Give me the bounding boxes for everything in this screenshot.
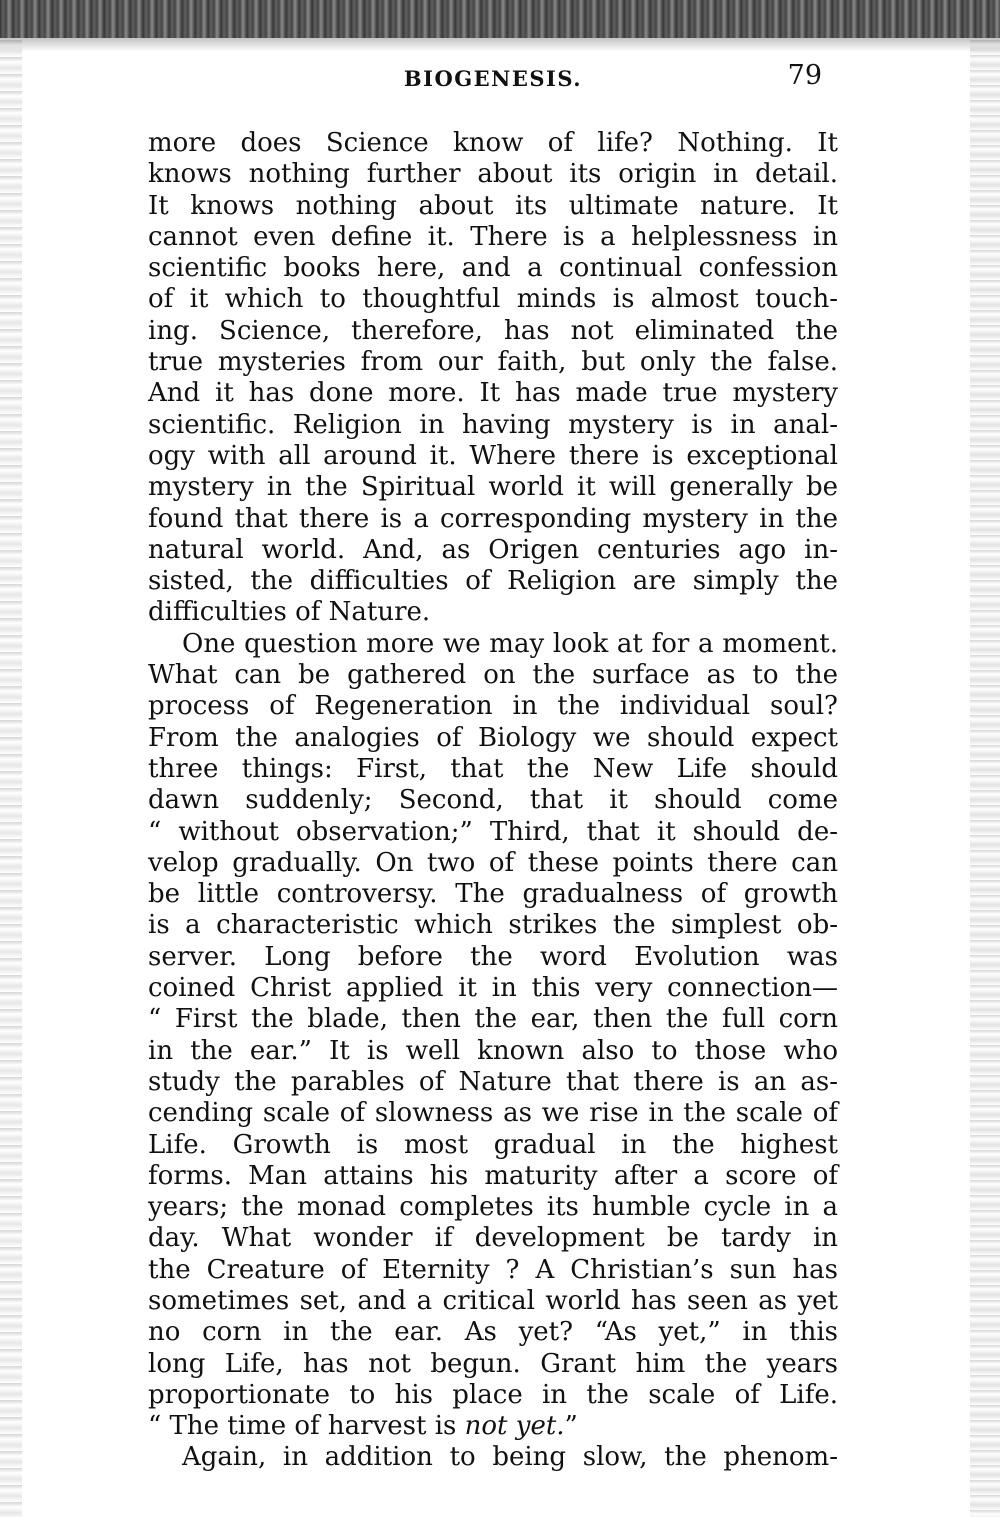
text-line: true mysteries from our faith, but only the false.	[148, 347, 838, 378]
text-line: One question more we may look at for a moment.	[182, 628, 838, 659]
text-line: From the analogies of Biology we should expect	[148, 722, 838, 753]
page-header	[148, 60, 838, 96]
text-line: Again, in addition to being slow, the phenom-	[182, 1442, 838, 1473]
text-line: mystery in the Spiritual world it will generally be	[148, 472, 838, 503]
text-line: knows nothing further about its origin in detail.	[148, 159, 838, 190]
text-line: cannot even define it. There is a helplessness in	[148, 221, 838, 252]
text-line: scientific books here, and a continual confession	[148, 253, 838, 284]
text-line: the Creature of Eternity ? A Christian’s sun has	[148, 1254, 838, 1285]
text-line: sometimes set, and a critical world has seen as yet	[148, 1285, 838, 1316]
text-line: dawn suddenly; Second, that it should come	[148, 785, 838, 816]
text-line: ing. Science, therefore, has not eliminated the	[148, 315, 838, 346]
scan-border-top	[0, 0, 1000, 38]
text-line: What can be gathered on the surface as to the	[148, 660, 838, 691]
text-line: is a characteristic which strikes the simplest ob-	[148, 910, 838, 941]
text-line: And it has done more. It has made true mystery	[148, 378, 838, 409]
text-line: of it which to thoughtful minds is almost touch-	[148, 284, 838, 315]
text-line: study the parables of Nature that there is an as-	[148, 1066, 838, 1097]
text-line: proportionate to his place in the scale of Life.	[148, 1379, 838, 1410]
text-line: in the ear.” It is well known also to those who	[148, 1035, 838, 1066]
text-line: difficulties of Nature.	[148, 597, 431, 628]
text-line: years; the monad completes its humble cycle in a	[148, 1192, 838, 1223]
text-line: “ First the blade, then the ear, then the full corn	[148, 1004, 838, 1035]
text-line: velop gradually. On two of these points there can	[148, 847, 838, 878]
text-line: “ without observation;” Third, that it should de-	[148, 816, 838, 847]
text-line: more does Science know of life? Nothing. It	[148, 128, 838, 158]
text-line: natural world. And, as Origen centuries ago in-	[148, 534, 838, 565]
quote-prefix: “ The time of harvest is	[148, 1411, 465, 1442]
page-number: 79	[787, 60, 822, 91]
text-line: forms. Man attains his maturity after a score of	[148, 1160, 838, 1191]
text-line: long Life, has not begun. Grant him the years	[148, 1348, 838, 1379]
text-line: ogy with all around it. Where there is exceptional	[148, 440, 838, 471]
text-line: found that there is a corresponding mystery in the	[148, 503, 838, 534]
text-line: be little controversy. The gradualness of growth	[148, 879, 838, 910]
text-line: server. Long before the word Evolution was	[148, 941, 838, 972]
quote-close: ”	[564, 1411, 578, 1442]
text-line: scientific. Religion in having mystery is in anal-	[148, 409, 838, 440]
text-line	[148, 1411, 838, 1442]
body-text	[148, 128, 838, 1474]
text-line: cending scale of slowness as we rise in the scale of	[148, 1098, 838, 1129]
text-line: three things: First, that the New Life should	[148, 753, 838, 784]
scan-border-right	[970, 40, 1000, 1517]
text-line: sisted, the difficulties of Religion are simply the	[148, 566, 838, 597]
scan-border-top-fade	[0, 38, 1000, 52]
italic-phrase: not yet.	[464, 1411, 565, 1442]
text-line: coined Christ applied it in this very connection—	[148, 973, 838, 1004]
scan-border-left	[0, 40, 22, 1517]
text-line: process of Regeneration in the individual soul?	[148, 691, 838, 722]
running-head: BIOGENESIS.	[403, 66, 583, 91]
text-line: Life. Growth is most gradual in the highest	[148, 1129, 838, 1160]
text-line: day. What wonder if development be tardy in	[148, 1223, 838, 1254]
text-line: no corn in the ear. As yet? “As yet,” in this	[148, 1317, 838, 1348]
text-line: It knows nothing about its ultimate nature. It	[148, 190, 838, 221]
